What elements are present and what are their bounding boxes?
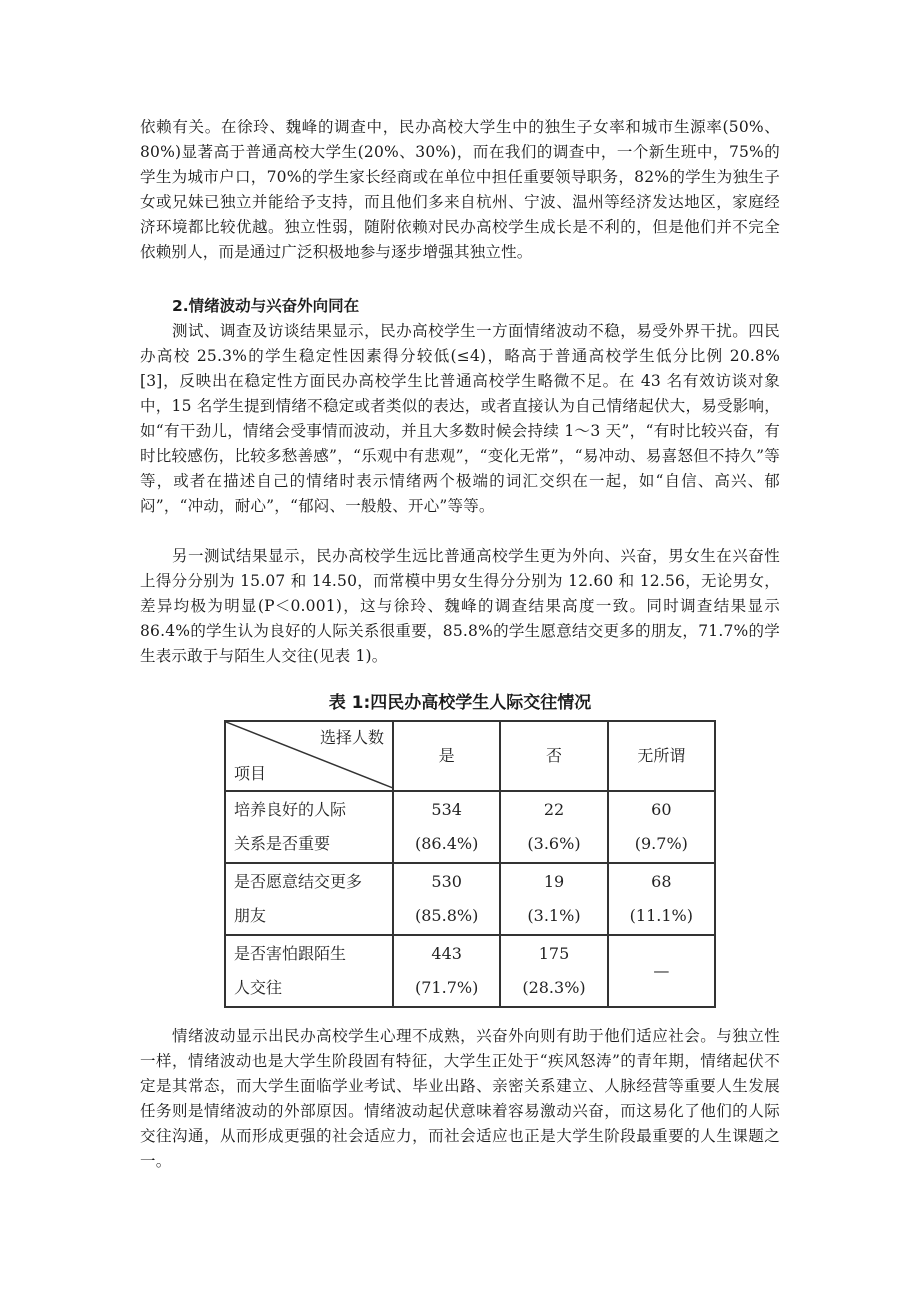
cell-count: 19 bbox=[543, 872, 565, 891]
cell-no bbox=[500, 863, 607, 935]
paragraph-conclusion: 情绪波动显示出民办高校学生心理不成熟，兴奋外向则有助于他们适应社会。与独立性一样，情绪波动也是大学生阶段固有特征，大学生正处于“疾风怒涛”的青年期，情绪起伏不定是其常态，而大学生面临学业考试、毕业出路、亲密关系建立、人脉经营等重要人生发展任务则是情绪波动的外部原因。情绪波动起伏意味着容易激动兴奋，而这易化了他们的人际交往沟通，从而形成更强的社会适应力，而社会适应也正是大学生阶段最重要的人生课题之一。 bbox=[140, 1027, 780, 1170]
col-header-indifferent: 无所谓 bbox=[608, 721, 715, 791]
paragraph-extroversion: 另一测试结果显示，民办高校学生远比普通高校学生更为外向、兴奋，男女生在兴奋性上得分分别为 15.07 和 14.50，而常模中男女生得分分别为 12.60 和 12.56，无论男女，差异均极为明显(P＜0.001)，这与徐玲、魏峰的调查结果高度一致。同时调查结果显示 86.4%的学生认为良好的人际关系很重要，85.8%的学生愿意结交更多的朋友，71.7%的学生表示敢于与陌生人交往(见表 1)。 bbox=[140, 547, 780, 665]
cell-count: 68 bbox=[651, 872, 672, 891]
col-header-yes: 是 bbox=[393, 721, 500, 791]
paragraph-independence: 依赖有关。在徐玲、魏峰的调查中，民办高校大学生中的独生子女率和城市生源率(50%、80%)显著高于普通高校大学生(20%、30%)，而在我们的调查中，一个新生班中，75%的学生为城市户口，70%的学生家长经商或在单位中担任重要领导职务，82%的学生为独生子女或兄妹已独立并能给予支持，而且他们多来自杭州、宁波、温州等经济发达地区，家庭经济环境都比较优越。独立性弱，随附依赖对民办高校学生成长是不利的，但是他们并不完全依赖别人，而是通过广泛积极地参与逐步增强其独立性。 bbox=[140, 118, 780, 261]
row-label-line2: 朋友 bbox=[234, 906, 267, 925]
cell-yes bbox=[393, 863, 500, 935]
table-row bbox=[225, 863, 715, 935]
diagonal-header-cell bbox=[225, 721, 393, 791]
cell-indifferent bbox=[608, 863, 715, 935]
row-label-line2: 人交往 bbox=[234, 978, 283, 997]
diag-top-label: 选择人数 bbox=[319, 728, 384, 747]
cell-count: 534 bbox=[431, 800, 462, 819]
row-label-line1: 是否愿意结交更多 bbox=[234, 872, 363, 891]
cell-percent: (3.6%) bbox=[527, 834, 581, 853]
row-label bbox=[225, 863, 393, 935]
cell-no bbox=[500, 791, 607, 863]
cell-count: 443 bbox=[431, 944, 462, 963]
cell-no bbox=[500, 935, 607, 1007]
row-label-line2: 关系是否重要 bbox=[234, 834, 331, 853]
table-row bbox=[225, 791, 715, 863]
diag-bottom-label: 项目 bbox=[234, 764, 267, 783]
cell-percent: (86.4%) bbox=[415, 834, 479, 853]
interpersonal-table bbox=[224, 720, 716, 1008]
paragraph-emotion-test: 测试、调查及访谈结果显示，民办高校学生一方面情绪波动不稳，易受外界干扰。四民办高校 25.3%的学生稳定性因素得分较低(≤4)，略高于普通高校学生低分比例 20.8%[3]，反映出在稳定性方面民办高校学生比普通高校学生略微不足。在 43 名有效访谈对象中，15 名学生提到情绪不稳定或者类似的表达，或者直接认为自己情绪起伏大，易受影响，如“有干劲儿，情绪会受事情而波动，并且大多数时候会持续 1～3 天”，“有时比较兴奋，有时比较感伤，比较多愁善感”，“乐观中有悲观”，“变化无常”，“易冲动、易喜怒但不持久”等等，或者在描述自己的情绪时表示情绪两个极端的词汇交织在一起，如“自信、高兴、郁闷”，“冲动，耐心”，“郁闷、一般般、开心”等等。 bbox=[140, 322, 780, 515]
cell-percent: (85.8%) bbox=[415, 906, 479, 925]
cell-percent: (11.1%) bbox=[629, 906, 693, 925]
row-label bbox=[225, 791, 393, 863]
cell-percent: (9.7%) bbox=[634, 834, 688, 853]
cell-percent: (28.3%) bbox=[522, 978, 586, 997]
cell-percent: (3.1%) bbox=[527, 906, 581, 925]
cell-count: 175 bbox=[538, 944, 570, 963]
row-label-line1: 是否害怕跟陌生 bbox=[234, 944, 347, 963]
cell-count: 60 bbox=[651, 800, 672, 819]
cell-indifferent bbox=[608, 791, 715, 863]
table-title: 表 1:四民办高校学生人际交往情况 bbox=[328, 693, 592, 713]
section-heading: 2.情绪波动与兴奋外向同在 bbox=[172, 297, 360, 315]
col-header-no: 否 bbox=[500, 721, 607, 791]
cell-yes bbox=[393, 935, 500, 1007]
row-label bbox=[225, 935, 393, 1007]
cell-indifferent-dash: — bbox=[608, 935, 715, 1007]
cell-count: 22 bbox=[543, 800, 565, 819]
cell-yes bbox=[393, 791, 500, 863]
table-header-row bbox=[225, 721, 715, 791]
row-label-line1: 培养良好的人际 bbox=[234, 800, 347, 819]
cell-count: 530 bbox=[431, 872, 462, 891]
table-row bbox=[225, 935, 715, 1007]
cell-percent: (71.7%) bbox=[415, 978, 479, 997]
